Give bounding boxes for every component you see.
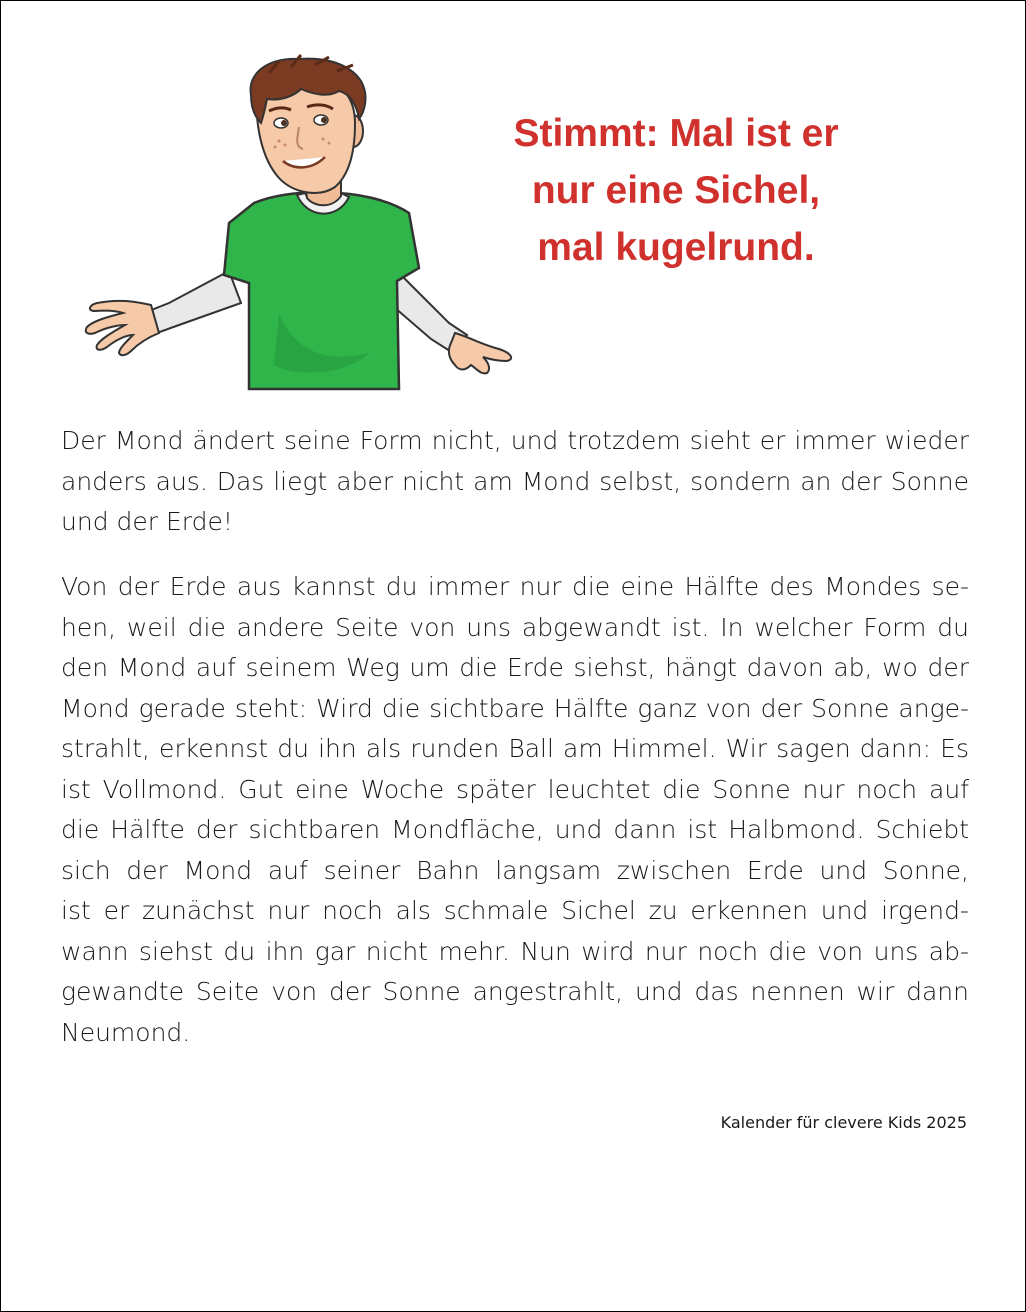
boy-illustration xyxy=(79,53,519,393)
paragraph-line: und der Erde! xyxy=(61,507,233,536)
paragraph-line: sich der Mond auf seiner Bahn langsam zwischen Erde und Sonne, xyxy=(61,855,969,885)
paragraph-line: gewandte Seite von der Sonne angestrahlt, und das nennen wir dann xyxy=(61,977,969,1006)
paragraph-line: anders aus. Das liegt aber nicht am Mond selbst, sondern an der Sonne xyxy=(61,466,969,496)
paragraph-line: wann siehst du ihn gar nicht mehr. Nun wird nur noch die von uns ab- xyxy=(61,936,969,966)
paragraph-line: Von der Erde aus kannst du immer nur die eine Hälfte des Mondes se- xyxy=(61,572,969,601)
footer-credit: Kalender für clevere Kids 2025 xyxy=(720,1113,967,1132)
paragraph-line: ist Vollmond. Gut eine Woche später leuchtet die Sonne nur noch auf xyxy=(61,774,969,804)
paragraph-line: Mond gerade steht: Wird die sichtbare Hälfte ganz von der Sonne ange- xyxy=(61,693,969,723)
headline xyxy=(471,105,881,276)
headline-line: Stimmt: Mal ist er xyxy=(513,112,839,155)
headline-line: nur eine Sichel, xyxy=(531,169,821,212)
paragraph-line: strahlt, erkennst du ihn als runden Ball am Himmel. Wir sagen dann: Es xyxy=(61,734,969,763)
paragraph-line: ist er zunächst nur noch als schmale Sichel zu erkennen und irgend- xyxy=(61,896,969,925)
paragraph-line: Neumond. xyxy=(61,1017,191,1047)
explanation-paragraph xyxy=(61,567,969,1053)
intro-paragraph xyxy=(61,421,969,543)
paragraph-line: die Hälfte der sichtbaren Mondfläche, und dann ist Halbmond. Schiebt xyxy=(61,815,969,844)
paragraph-line: hen, weil die andere Seite von uns abgewandt ist. In welcher Form du xyxy=(61,612,969,642)
paragraph-line: Der Mond ändert seine Form nicht, und trotzdem sieht er immer wieder xyxy=(61,426,969,455)
headline-line: mal kugelrund. xyxy=(537,226,815,269)
paragraph-line: den Mond auf seinem Weg um die Erde siehst, hängt davon ab, wo der xyxy=(61,653,969,682)
